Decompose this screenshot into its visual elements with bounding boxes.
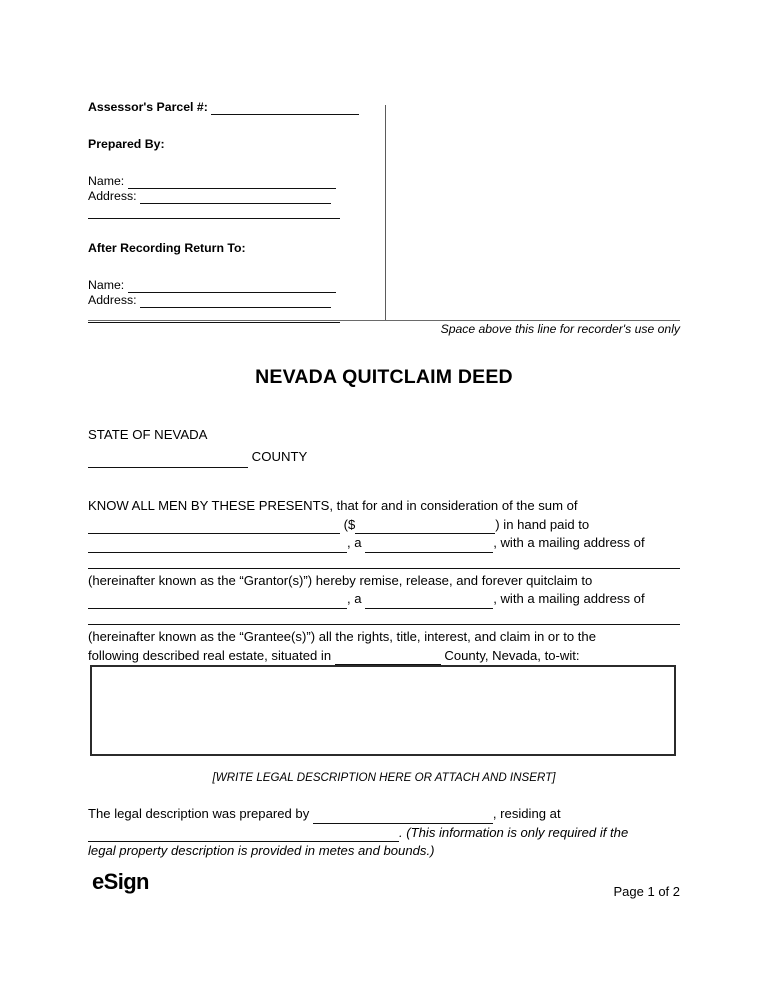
esign-logo: eSign bbox=[92, 869, 149, 894]
county-label: COUNTY bbox=[251, 449, 308, 464]
return-name-input[interactable] bbox=[128, 280, 336, 293]
body-line-grantor bbox=[88, 534, 680, 553]
preparer-name-input[interactable] bbox=[313, 811, 493, 824]
prepared-address-row bbox=[88, 189, 388, 204]
legal-description-preparer-block bbox=[88, 805, 680, 861]
after-recording-label: After Recording Return To: bbox=[88, 241, 246, 255]
return-address-input-line2[interactable] bbox=[88, 322, 340, 323]
consideration-amount-input[interactable] bbox=[355, 521, 495, 534]
grantee-address-tail: , with a mailing address of bbox=[493, 591, 645, 607]
prepared-name-input[interactable] bbox=[128, 176, 336, 189]
situated-tail: County, Nevada, to-wit: bbox=[444, 647, 580, 663]
spacer bbox=[88, 152, 388, 174]
legal-description-caption: [WRITE LEGAL DESCRIPTION HERE OR ATTACH AND INSERT] bbox=[212, 771, 556, 784]
spacer bbox=[88, 219, 388, 241]
preparer-line-2 bbox=[88, 824, 680, 843]
grantor-name-input[interactable] bbox=[88, 540, 347, 553]
prepared-name-row bbox=[88, 174, 388, 189]
grantor-address-tail: , with a mailing address of bbox=[493, 535, 645, 551]
county-row bbox=[88, 446, 680, 468]
return-name-row bbox=[88, 278, 388, 293]
prepared-by-label: Prepared By: bbox=[88, 137, 165, 151]
assessor-parcel-input[interactable] bbox=[211, 102, 359, 115]
grantee-address-input[interactable] bbox=[88, 624, 680, 625]
preparer-head: The legal description was prepared by bbox=[88, 806, 310, 821]
recorder-header-left-column bbox=[88, 100, 388, 323]
prepared-address-label: Address: bbox=[88, 189, 137, 203]
county-input[interactable] bbox=[88, 455, 248, 468]
situated-head: following described real estate, situated in bbox=[88, 647, 332, 663]
grantee-entity-input[interactable] bbox=[365, 596, 493, 609]
preparer-line-1 bbox=[88, 805, 680, 824]
body-line-grantee-clause: (hereinafter known as the “Grantee(s)”) all the rights, title, interest, and claim in or to the bbox=[88, 628, 596, 644]
preparer-note-part1: . (This information is only required if the bbox=[399, 824, 629, 840]
body-line-situated bbox=[88, 647, 680, 666]
preparer-note-part2: legal property description is provided in metes and bounds.) bbox=[88, 843, 435, 859]
spacer bbox=[88, 256, 388, 278]
return-address-row bbox=[88, 293, 388, 308]
recorder-header-block bbox=[88, 100, 680, 322]
dollar-open-paren: ($ bbox=[343, 516, 356, 532]
prepared-name-label: Name: bbox=[88, 174, 125, 188]
grantor-entity-input[interactable] bbox=[365, 540, 493, 553]
body-line-grantor-clause: (hereinafter known as the “Grantor(s)”) hereby remise, release, and forever quitclaim to bbox=[88, 572, 593, 588]
consideration-words-input[interactable] bbox=[88, 521, 340, 534]
body-line-amount bbox=[88, 516, 680, 535]
grantor-entity-prefix: , a bbox=[347, 535, 362, 551]
deed-body bbox=[88, 497, 680, 665]
spacer bbox=[88, 115, 388, 137]
grantee-entity-prefix: , a bbox=[347, 591, 362, 607]
grantor-address-input[interactable] bbox=[88, 568, 680, 569]
body-line-amount-tail: ) in hand paid to bbox=[495, 516, 590, 532]
preparer-residing-tail: , residing at bbox=[492, 806, 561, 821]
grantee-name-input[interactable] bbox=[88, 596, 347, 609]
body-line-grantee bbox=[88, 590, 680, 609]
prepared-address-input[interactable] bbox=[140, 191, 331, 204]
state-county-block bbox=[88, 424, 680, 468]
page-title: NEVADA QUITCLAIM DEED bbox=[255, 366, 513, 388]
assessor-parcel-label: Assessor's Parcel #: bbox=[88, 100, 208, 114]
situated-county-input[interactable] bbox=[335, 652, 441, 665]
legal-description-box[interactable] bbox=[90, 665, 676, 756]
assessor-parcel-row bbox=[88, 100, 388, 115]
return-address-label: Address: bbox=[88, 293, 137, 307]
return-name-label: Name: bbox=[88, 278, 125, 292]
body-line-consideration: KNOW ALL MEN BY THESE PRESENTS, that for and in consideration of the sum of bbox=[88, 498, 578, 513]
return-address-input[interactable] bbox=[140, 295, 331, 308]
recorder-horizontal-divider bbox=[88, 320, 680, 321]
preparer-address-input[interactable] bbox=[88, 829, 399, 842]
page-number: Page 1 of 2 bbox=[613, 884, 680, 899]
recorder-space-note: Space above this line for recorder's use only bbox=[440, 322, 680, 336]
state-line: STATE OF NEVADA bbox=[88, 427, 208, 442]
recorder-vertical-divider bbox=[385, 105, 386, 321]
